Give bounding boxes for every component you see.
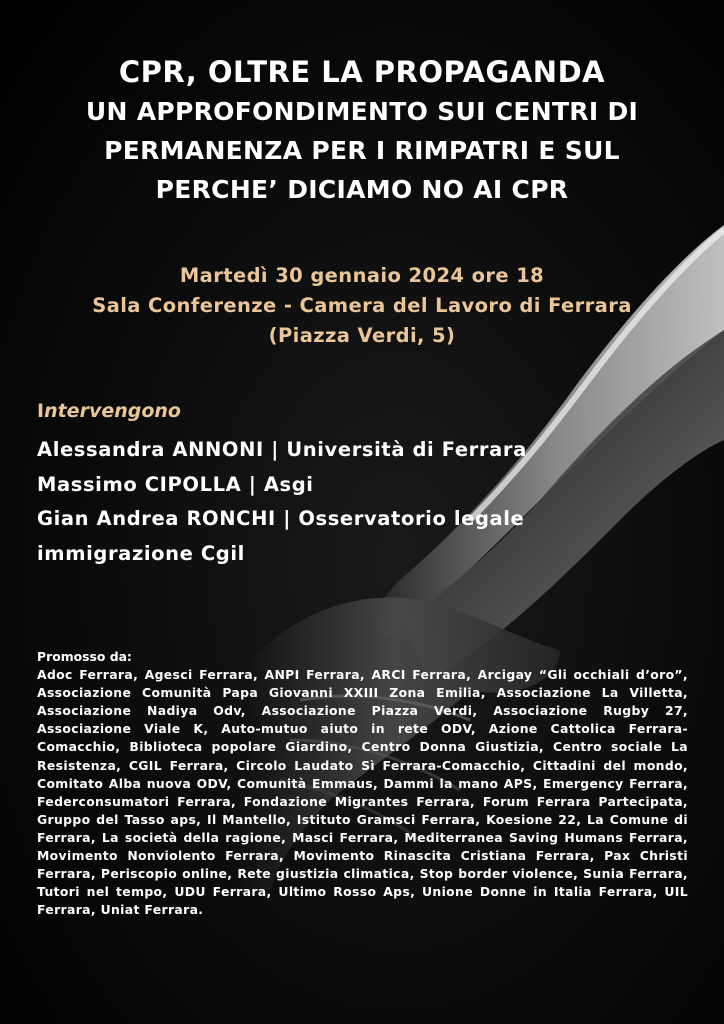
promoters-list: Adoc Ferrara, Agesci Ferrara, ANPI Ferrara, ARCI Ferrara, Arcigay “Gli occhiali d’oro”, Associazione Comunità Papa Giovanni XXIII Zona Emilia, Associazione La Villetta, Associazione Nadiya Odv, Associazione Piazza Verdi, Associazione Rugby 27, Associazione Viale K, Auto-mutuo aiuto in rete ODV, Azione Cattolica Ferrara-Comacchio, Biblioteca popolare Giardino, Centro Donna Giustizia, Centro sociale La Resistenza, CGIL Ferrara, Circolo Laudato Sì Ferrara-Comacchio, Cittadini del mondo, Comitato Alba nuova ODV, Comunità Emmaus, Dammi la mano APS, Emergency Ferrara, Federconsumatori Ferrara, Fondazione Migrantes Ferrara, Forum Ferrara Partecipata, Gruppo del Tasso aps, Il Mantello, Istituto Gramsci Ferrara, Koesione 22, La Comune di Ferrara, La società della ragione, Masci Ferrara, Mediterranea Saving Humans Ferrara, Movimento Nonviolento Ferrara, Movimento Rinascita Cristiana Ferrara, Pax Christi Ferrara, Periscopio online, Rete giustizia climatica, Stop border violence, Sunia Ferrara, Tutori nel tempo, UDU Ferrara, Ultimo Rosso Aps, Unione Donne in Italia Ferrara, UIL Ferrara, Uniat Ferrara. [37,667,688,918]
event-address: (Piazza Verdi, 5) [268,324,456,347]
speaker-line: immigrazione Cgil [37,541,245,565]
speakers-heading-initial: I [37,400,45,422]
speaker-line: Alessandra ANNONI | Università di Ferrara [37,438,527,461]
event-details [0,261,724,351]
speakers-list [37,433,687,571]
event-subtitle-line-1: UN APPROFONDIMENTO SUI CENTRI DI [85,97,639,126]
speakers-heading [37,396,181,426]
speakers-heading-rest: ntervengono [44,400,181,422]
promoters-section [37,648,688,919]
speaker-line: Gian Andrea RONCHI | Osservatorio legale [37,507,525,530]
event-subtitle-line-3: PERCHE’ DICIAMO NO AI CPR [155,175,569,204]
speaker-line: Massimo CIPOLLA | Asgi [37,472,314,496]
event-date: Martedì 30 gennaio 2024 ore 18 [179,264,545,287]
event-venue: Sala Conferenze - Camera del Lavoro di Ferrara [92,294,632,317]
title-block [0,52,724,209]
promoters-label: Promosso da: [37,649,132,664]
event-subtitle-line-2: PERMANENZA PER I RIMPATRI E SUL [104,136,620,165]
event-title: CPR, OLTRE LA PROPAGANDA [118,55,606,89]
